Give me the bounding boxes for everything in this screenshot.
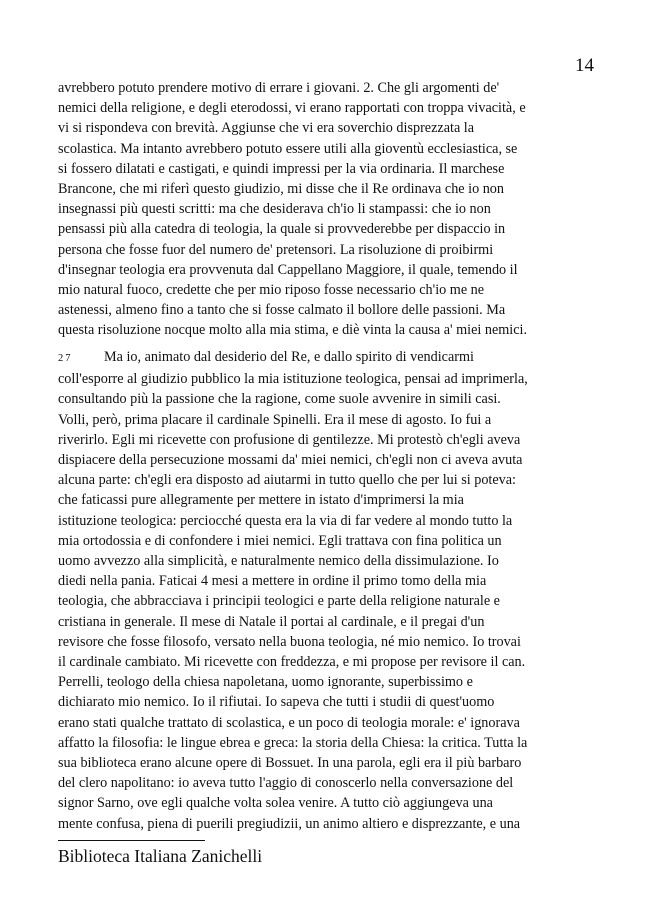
text-line: vi si rispondeva con brevità. Aggiunse che vi era soverchio disprezzata la: [58, 120, 475, 137]
paragraph-continued: [58, 78, 603, 341]
text-line: scolastica. Ma intanto avrebbero potuto essere utili alla gioventù ecclesiastica, se: [58, 140, 518, 157]
page-number: 14: [575, 55, 594, 76]
text-line: nemici della religione, e degli eterodossi, vi erano rapportati con troppa vivacità, e: [58, 100, 526, 117]
text-line: il cardinale cambiato. Mi ricevette con freddezza, e mi propose per revisore il can.: [58, 654, 526, 671]
text-line: d'insegnar teologia era provvenuta dal Cappellano Maggiore, il quale, temendo il: [58, 261, 518, 278]
text-line: dispiacere della persecuzione mossami da' miei nemici, ch'egli non ci aveva avuta: [58, 452, 523, 469]
text-line: alcuna parte: ch'egli era disposto ad aiutarmi in tutto quello che per lui si poteva:: [58, 472, 516, 489]
footer-source-label: Biblioteca Italiana Zanichelli: [58, 846, 263, 866]
text-line: questa risoluzione nocque molto alla mia stima, e diè vinta la causa a' miei nemici.: [58, 322, 528, 339]
text-line: persona che fosse fuor del numero de' pretensori. La risoluzione di proibirmi: [58, 241, 494, 258]
paragraph-first-line: [58, 347, 603, 369]
text-line: mio natural fuoco, credette che per mio riposo fosse necessario ch'io me ne: [58, 282, 485, 299]
text-line: uomo avvezzo alla simplicità, e naturalmente nemico della dissimulazione. Io: [58, 553, 499, 570]
text-line: revisore che fosse filosofo, versato nella buona teologia, né mio nemico. Io trovai: [58, 633, 521, 650]
text-line: Ma io, animato dal desiderio del Re, e dallo spirito di vendicarmi: [104, 349, 474, 365]
text-line: teologia, che abbracciava i principii teologici e parte della religione naturale e: [58, 593, 500, 610]
text-line: sua biblioteca erano alcune opere di Bossuet. In una parola, egli era il più barbaro: [58, 755, 522, 772]
text-line: diedi nella pania. Faticai 4 mesi a mettere in ordine il primo tomo della mia: [58, 573, 487, 590]
text-line: avrebbero potuto prendere motivo di errare i giovani. 2. Che gli argomenti de': [58, 80, 500, 96]
footer-divider: [58, 840, 205, 841]
text-line: signor Sarno, ove egli qualche volta solea venire. A tutto ciò aggiungeva una: [58, 795, 493, 812]
text-line: Brancone, che mi riferì questo giudizio, mi disse che il Re ordinava che io non: [58, 181, 504, 198]
text-line: istituzione teologica: perciocché questa era la via di far vedere al mondo tutto la: [58, 512, 513, 529]
text-line: astenessi, almeno fino a tanto che si fosse calmato il bollore delle passioni. Ma: [58, 302, 506, 319]
text-line: si fossero dilatati e castigati, e quindi impressi per la via ordinaria. Il marchese: [58, 160, 505, 177]
paragraph-number: 27: [58, 353, 73, 364]
text-line: dichiarato mio nemico. Io il rifiutai. Io sapeva che tutti i studii di quest'uomo: [58, 694, 495, 711]
text-line: che faticassi pure allegramente per mettere in istato d'imprimersi la mia: [58, 492, 464, 509]
text-line: riverirlo. Egli mi ricevette con profusione di gentilezze. Mi protestò ch'egli aveva: [58, 431, 521, 448]
text-line: affatto la filosofia: le lingue ebrea e greca: la storia della Chiesa: la critica. Tutta la: [58, 734, 528, 751]
text-line: Perrelli, teologo della chiesa napoletana, uomo ignorante, superbissimo e: [58, 674, 473, 691]
text-line: mente confusa, piena di puerili pregiudizii, un animo altiero e disprezzante, e una: [58, 815, 521, 832]
text-line: pensassi più alla catedra di teologia, la quale si provvederebbe per dispaccio in: [58, 221, 506, 238]
text-line: insegnassi più questi scritti: ma che desiderava ch'io li stampassi: che io non: [58, 201, 491, 218]
text-line: erano stati qualche trattato di scolastica, e un poco di teologia morale: e' ignorava: [58, 714, 520, 731]
text-line: del clero napolitano: io aveva tutto l'aggio di conoscerlo nella conversazione del: [58, 775, 514, 792]
text-line: mia ortodossia e di confondere i miei nemici. Egli trattava con fina politica un: [58, 532, 502, 549]
text-line: cristiana in generale. Il mese di Natale il portai al cardinale, e il pregai d'un: [58, 613, 485, 630]
text-line: coll'esporre al giudizio pubblico la mia istituzione teologica, pensai ad imprimerla,: [58, 371, 528, 388]
text-line: consultando più la passione che la ragione, come suole avvenire in simili casi.: [58, 391, 501, 408]
text-line: Volli, però, prima placare il cardinale Spinelli. Era il mese di agosto. Io fui a: [58, 411, 492, 428]
paragraph-27: [58, 347, 603, 834]
